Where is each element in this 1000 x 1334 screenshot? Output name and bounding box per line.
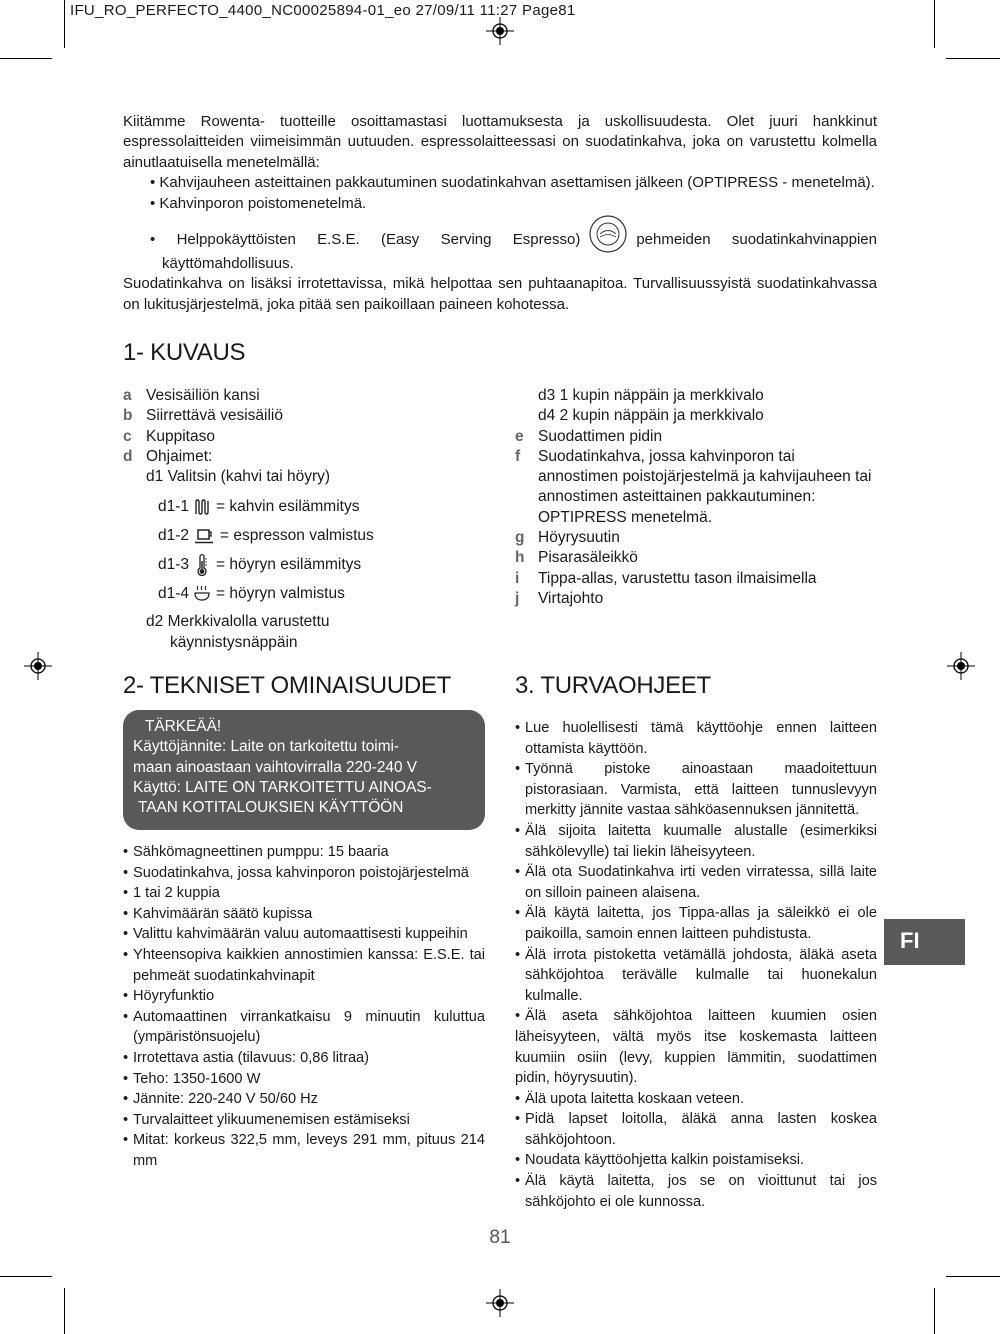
list-item: • Älä ota Suodatinkahva irti veden virratessa, sillä laite on silloin paineen alaisena.	[515, 864, 877, 901]
list-item: • Turvalaitteet ylikuumenemisen estämiseksi	[123, 1111, 410, 1128]
list-item: e Suodattimen pidin	[515, 427, 663, 445]
intro-bullet: • Helppokäyttöisten E.S.E. (Easy Serving Espresso) pehmeiden suodatinkahvinappien käyttömahdollisuus.	[150, 214, 877, 274]
list-item: d Ohjaimet:	[123, 447, 213, 465]
list-item: • Teho: 1350-1600 W	[123, 1070, 261, 1087]
warning-line: Käyttöjännite: Laite on tarkoitettu toimi-	[133, 738, 400, 756]
warning-line: Käyttö: LAITE ON TARKOITETTU AINOAS-	[133, 778, 432, 796]
list-item: • Suodatinkahva, jossa kahvinporon poistojärjestelmä	[123, 864, 469, 881]
list-item: • Höyryfunktio	[123, 988, 215, 1005]
list-item: • Kahvimäärän säätö kupissa	[123, 905, 313, 922]
intro-paragraph: Suodatinkahva on lisäksi irrotettavissa, mikä helpottaa sen puhtaanapitoa. Turvallisuussyistä suodatinkahvassa on lukitusjärjestelmä, joka pitää sen paikoillaan paineen kohotessa.	[123, 275, 877, 313]
list-item: • Työnnä pistoke ainoastaan maadoitettuun pistorasiaan. Varmista, että laitteen tunnuslevyyn merkitty jännite vastaa sähköasennuksen jännitettä.	[515, 761, 877, 819]
section-title-tekniset: 2- TEKNISET OMINAISUUDET	[123, 672, 451, 699]
list-item: d1-2 = espresson valmistus	[158, 526, 374, 544]
warning-line: TAAN KOTITALOUKSIEN KÄYTTÖÖN	[138, 799, 404, 817]
list-item: • Irrotettava astia (tilavuus: 0,86 litraa)	[123, 1049, 370, 1066]
list-item: d1-1 = kahvin esilämmitys	[158, 497, 360, 515]
safety-list	[515, 718, 877, 1212]
print-header: IFU_RO_PERFECTO_4400_NC00025894-01_eo 27/09/11 11:27 Page81	[70, 2, 576, 19]
list-item: • Automaattinen virrankatkaisu 9 minuutin kuluttua (ympäristönsuojelu)	[123, 1008, 485, 1046]
intro-paragraph: Kiitämme Rowenta- tuotteille osoittamastasi luottamuksesta ja uskollisuudesta. Olet juuri hankkinut espressolaitteiden viimeisimmän uutuuden. espressolaitteessasi on suodatinkahva, joka on varustettu kolmella ainutlaatuisella menetelmällä:	[123, 113, 877, 171]
list-item: • Valittu kahvimäärän valuu automaattisesti kuppeihin	[123, 926, 468, 943]
registration-mark-icon	[24, 652, 52, 680]
ese-logo-icon	[588, 214, 628, 254]
list-item: • Älä aseta sähköjohtoa laitteen kuumien osien läheisyyteen, vältä myös itse koskemasta laitteen kuumiin osiin (levy, kuppien lämmitin, suodattimen pidin, höyrysuutin).	[515, 1008, 877, 1087]
list-item: • Älä käytä laitetta, jos Tippa-allas ja säleikkö ei ole paikoilla, samoin ennen laitteen puhdistusta.	[515, 905, 877, 942]
d1-sublist	[123, 492, 493, 608]
list-item: • Älä käytä laitetta, jos se on vioittunut tai jos sähköjohto ei ole kunnossa.	[515, 1173, 877, 1210]
list-item: • Sähkömagneettinen pumppu: 15 baaria	[123, 844, 389, 860]
list-item: j Virtajohto	[515, 589, 604, 607]
intro-bullet: • Kahvijauheen asteittainen pakkautuminen suodatinkahvan asettamisen jälkeen (OPTIPRESS - menetelmä).	[150, 174, 875, 192]
list-item: • Jännite: 220-240 V 50/60 Hz	[123, 1091, 318, 1108]
list-item: • Älä sijoita laitetta kuumalle alustalle (esimerkiksi sähkölevylle) tai liekin läheisyyteen.	[515, 822, 877, 860]
list-item-d3: d3 1 kupin näppäin ja merkkivalo	[538, 387, 764, 404]
specs-list	[123, 842, 485, 1172]
intro-text	[123, 112, 877, 315]
language-tab: FI	[884, 919, 965, 965]
list-item: • 1 tai 2 kuppia	[123, 885, 220, 902]
description-list-right	[515, 386, 877, 609]
list-item: • Noudata käyttöohjetta kalkin poistamiseksi.	[515, 1152, 805, 1169]
list-item: a Vesisäiliön kansi	[123, 387, 260, 404]
list-item: c Kuppitaso	[123, 427, 215, 445]
list-item: • Pidä lapset loitolla, äläkä anna lasten koskea sähköjohtoon.	[515, 1111, 877, 1148]
warning-line: maan ainoastaan vaihtovirralla 220-240 V	[133, 758, 418, 776]
list-item-d2: d2 Merkkivalolla varustettu käynnistysnäppäin	[146, 613, 330, 651]
registration-mark-icon	[486, 17, 514, 45]
section-title-turvaohjeet: 3. TURVAOHJEET	[515, 672, 711, 699]
list-item: g Höyrysuutin	[515, 529, 620, 547]
list-item: h Pisarasäleikkö	[515, 549, 638, 567]
registration-mark-icon	[947, 652, 975, 680]
list-item: • Älä irrota pistoketta vetämällä johdosta, äläkä aseta sähköjohtoa terävälle kulmalle tai huonekalun kulmalle.	[515, 946, 877, 1004]
list-item: d1-3 = höyryn esilämmitys	[158, 550, 493, 579]
list-item-d4: d4 2 kupin näppäin ja merkkivalo	[538, 407, 764, 425]
steam-icon	[193, 585, 211, 603]
description-list-left	[123, 386, 493, 653]
heat-coils-icon	[193, 498, 211, 516]
list-item-d1: d1 Valitsin (kahvi tai höyry)	[146, 468, 331, 486]
list-item: i Tippa-allas, varustettu tason ilmaisimella	[515, 569, 817, 587]
section-title-kuvaus: 1- KUVAUS	[123, 339, 246, 366]
list-item: d1-4 = höyryn valmistus	[158, 584, 345, 602]
list-item: b Siirrettävä vesisäiliö	[123, 407, 283, 425]
list-item: • Älä upota laitetta koskaan veteen.	[515, 1090, 745, 1107]
espresso-cup-icon	[193, 527, 215, 545]
page-number: 81	[489, 1227, 511, 1248]
registration-mark-icon	[486, 1289, 514, 1317]
warning-box	[123, 710, 485, 830]
list-item: • Lue huolellisesti tämä käyttöohje ennen laitteen ottamista käyttöön.	[515, 720, 877, 757]
warning-heading: TÄRKEÄÄ!	[145, 718, 222, 735]
intro-bullet: • Kahvinporon poistomenetelmä.	[150, 194, 367, 212]
thermometer-icon	[193, 553, 211, 577]
list-item: f Suodatinkahva, jossa kahvinporon tai annostimen poistojärjestelmä ja kahvijauheen tai annostimen asteittainen pakkautuminen: OPTIPRESS menetelmä.	[515, 447, 872, 526]
list-item: • Yhteensopiva kaikkien annostimien kanssa: E.S.E. tai pehmeät suodatinkahvinapit	[123, 946, 485, 984]
list-item: • Mitat: korkeus 322,5 mm, leveys 291 mm, pituus 214 mm	[123, 1132, 485, 1169]
